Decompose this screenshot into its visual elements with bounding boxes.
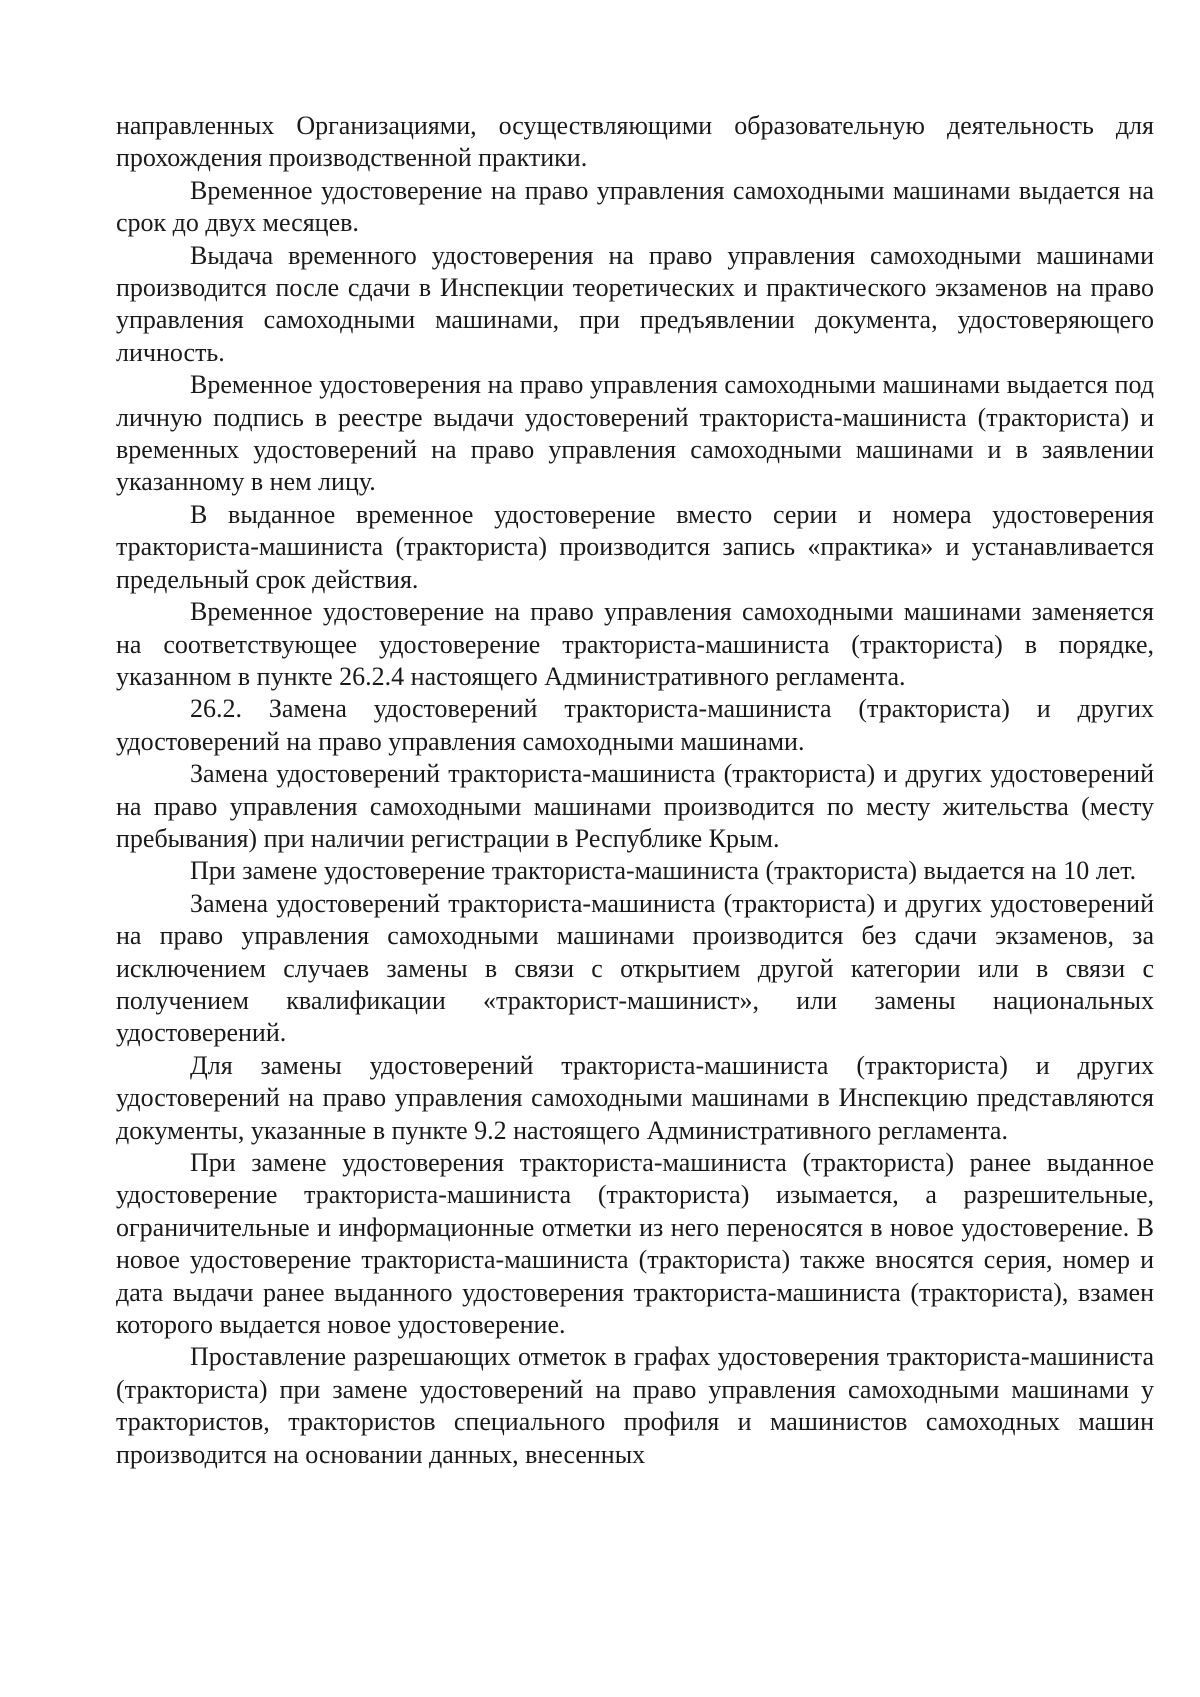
paragraph-replacement-no-exams: Замена удостоверений тракториста-машиниста (тракториста) и других удостоверений на право управления самоходными машинами производится без сдачи экзаменов, за исключением случаев замены в связи с открытием другой категории или в связи с получением квалификации «тракторист-машинист», или замены национальных удостоверений. (116, 888, 1154, 1048)
paragraph-temporary-license-replacement: Временное удостоверение на право управления самоходными машинами заменяется на соответствующее удостоверение тракториста-машиниста (тракториста) в порядке, указанном в пункте 26.2.4 настоящего Административного регламента. (116, 597, 1154, 691)
paragraph-old-license-withdrawal: При замене удостоверения тракториста-машиниста (тракториста) ранее выданное удостоверение тракториста-машиниста (тракториста) изымается, а разрешительные, ограничительные и информационные отметки из него переносятся в новое удостоверение. В новое удостоверение тракториста-машиниста (тракториста) также вносятся серия, номер и дата выдачи ранее выданного удостоверения тракториста-машиниста (тракториста), взамен которого выдается новое удостоверение. (116, 1148, 1154, 1340)
paragraph-continuation: направленных Организациями, осуществляющими образовательную деятельность для прохождения производственной практики. (116, 111, 1154, 173)
paragraph-section-26-2-heading: 26.2. Замена удостоверений тракториста-машиниста (тракториста) и других удостоверений на право управления самоходными машинами. (116, 694, 1154, 756)
paragraph-temporary-license-term: Временное удостоверение на право управления самоходными машинами выдается на срок до двух месяцев. (116, 175, 1154, 238)
paragraph-replacement-place: Замена удостоверений тракториста-машиниста (тракториста) и других удостоверений на право управления самоходными машинами производится по месту жительства (месту пребывания) при наличии регистрации в Республике Крым. (116, 759, 1154, 853)
paragraph-temporary-license-signature: Временное удостоверения на право управления самоходными машинами выдается под личную подпись в реестре выдачи удостоверений тракториста-машиниста (тракториста) и временных удостоверений на право управления самоходными машинами и в заявлении указанному в нем лицу. (116, 370, 1154, 497)
paragraph-replacement-term: При замене удостоверение тракториста-машиниста (тракториста) выдается на 10 лет. (190, 856, 1137, 886)
paragraph-permission-marks: Проставление разрешающих отметок в графах удостоверения тракториста-машиниста (тракториста) при замене удостоверений на право управления самоходными машинами у трактористов, трактористов специального профиля и машинистов самоходных машин производится на основании данных, внесенных (116, 1342, 1154, 1469)
document-body (116, 110, 1154, 1471)
paragraph-practice-record: В выданное временное удостоверение вместо серии и номера удостоверения тракториста-машиниста (тракториста) производится запись «практика» и устанавливается предельный срок действия. (116, 499, 1154, 594)
paragraph-temporary-license-issuance: Выдача временного удостоверения на право управления самоходными машинами производится после сдачи в Инспекции теоретических и практического экзаменов на право управления самоходными машинами, при предъявлении документа, удостоверяющего личность. (116, 240, 1154, 367)
paragraph-replacement-documents: Для замены удостоверений тракториста-машиниста (тракториста) и других удостоверений на право управления самоходными машинами в Инспекцию представляются документы, указанные в пункте 9.2 настоящего Административного регламента. (116, 1050, 1154, 1145)
